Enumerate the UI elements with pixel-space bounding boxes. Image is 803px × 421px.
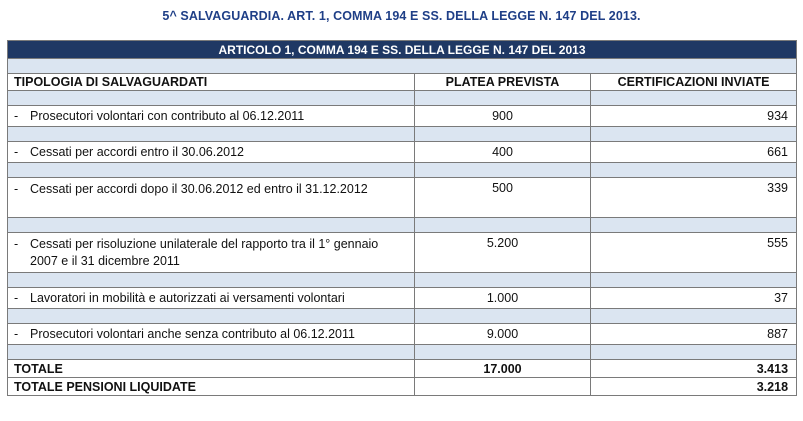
spacer-row [8, 127, 797, 142]
row-label [8, 233, 415, 273]
bullet-dash: - [14, 237, 19, 251]
row-label-text: Cessati per risoluzione unilaterale del rapporto tra il 1° gennaio 2007 e il 31 dicembre 2011 [30, 237, 379, 268]
row-certificazioni: 887 [591, 324, 797, 345]
column-header-tipologia: TIPOLOGIA DI SALVAGUARDATI [8, 74, 415, 91]
spacer-row [8, 309, 797, 324]
row-label-text: Prosecutori volontari anche senza contributo al 06.12.2011 [30, 326, 355, 341]
row-label [8, 178, 415, 218]
row-certificazioni: 555 [591, 233, 797, 273]
row-certificazioni: 661 [591, 142, 797, 163]
spacer-row [8, 218, 797, 233]
column-header-platea: PLATEA PREVISTA [415, 74, 591, 91]
salvaguardia-table [7, 40, 797, 396]
table-header-row [8, 41, 797, 59]
table-row [8, 142, 797, 163]
row-platea: 900 [415, 106, 591, 127]
bullet-dash: - [14, 290, 19, 305]
total-pensioni-row [8, 378, 797, 396]
bullet-dash: - [14, 182, 19, 196]
bullet-dash: - [14, 108, 19, 123]
spacer-row [8, 273, 797, 288]
row-label [8, 106, 415, 127]
row-certificazioni: 339 [591, 178, 797, 218]
bullet-dash: - [14, 144, 19, 159]
column-header-certificazioni: CERTIFICAZIONI INVIATE [591, 74, 797, 91]
table-row [8, 324, 797, 345]
spacer-row [8, 91, 797, 106]
row-label [8, 324, 415, 345]
row-platea: 1.000 [415, 288, 591, 309]
table-row [8, 106, 797, 127]
spacer-row [8, 59, 797, 74]
total-certificazioni: 3.413 [591, 360, 797, 378]
row-label-text: Cessati per accordi entro il 30.06.2012 [30, 144, 245, 159]
total-pensioni-value: 3.218 [591, 378, 797, 396]
page-title: 5^ SALVAGUARDIA. ART. 1, COMMA 194 E SS. DELLA LEGGE N. 147 DEL 2013. [162, 9, 641, 23]
bullet-dash: - [14, 326, 19, 341]
spacer-row [8, 163, 797, 178]
row-label-text: Prosecutori volontari con contributo al 06.12.2011 [30, 108, 305, 123]
row-label [8, 288, 415, 309]
row-label [8, 142, 415, 163]
row-certificazioni: 934 [591, 106, 797, 127]
table-row [8, 178, 797, 218]
row-platea: 5.200 [415, 233, 591, 273]
row-label-text: Cessati per accordi dopo il 30.06.2012 ed entro il 31.12.2012 [30, 182, 368, 196]
row-platea: 500 [415, 178, 591, 218]
row-certificazioni: 37 [591, 288, 797, 309]
total-pensioni-label: TOTALE PENSIONI LIQUIDATE [8, 378, 415, 396]
row-platea: 9.000 [415, 324, 591, 345]
total-pensioni-platea [415, 378, 591, 396]
table-row [8, 288, 797, 309]
row-platea: 400 [415, 142, 591, 163]
spacer-row [8, 345, 797, 360]
column-header-row [8, 74, 797, 91]
total-row [8, 360, 797, 378]
total-platea: 17.000 [415, 360, 591, 378]
row-label-text: Lavoratori in mobilità e autorizzati ai versamenti volontari [30, 290, 345, 305]
table-header: ARTICOLO 1, COMMA 194 E SS. DELLA LEGGE N. 147 DEL 2013 [8, 41, 797, 59]
total-label: TOTALE [8, 360, 415, 378]
table-row [8, 233, 797, 273]
